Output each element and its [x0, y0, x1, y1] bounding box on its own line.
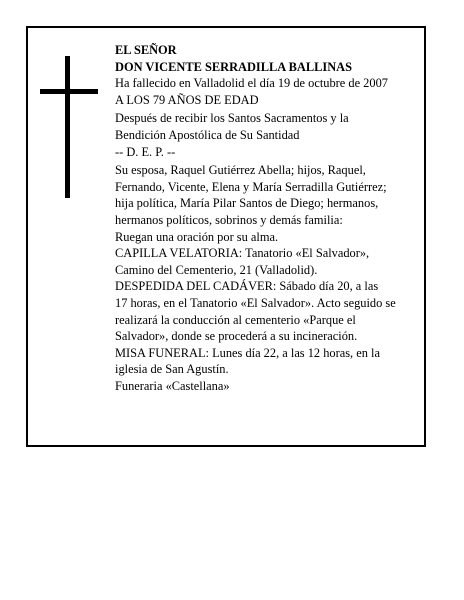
cross-vertical-bar: [65, 56, 70, 198]
obituary-notice: [26, 26, 426, 447]
chapel-line-2: Camino del Cementerio, 21 (Valladolid).: [115, 262, 318, 277]
sacraments-line-1: Después de recibir los Santos Sacramentos y la: [115, 111, 349, 126]
funeral-home-line: Funeraria «Castellana»: [115, 378, 230, 393]
family-line-4: hermanos políticos, sobrinos y demás familia:: [115, 212, 343, 227]
mass-line-1: MISA FUNERAL: Lunes día 22, a las 12 horas, en la: [115, 345, 380, 360]
family-line-1: Su esposa, Raquel Gutiérrez Abella; hijos, Raquel,: [115, 163, 366, 178]
farewell-line-1: DESPEDIDA DEL CADÁVER: Sábado día 20, a las: [115, 279, 379, 294]
farewell-line-4: Salvador», donde se procederá a su incineración.: [115, 329, 358, 344]
mass-line-2: iglesia de San Agustín.: [115, 362, 229, 377]
deceased-name: DON VICENTE SERRADILLA BALLINAS: [115, 59, 352, 74]
rip-line: -- D. E. P. --: [115, 144, 176, 159]
family-line-3: hija política, María Pilar Santos de Diego; hermanos,: [115, 196, 379, 211]
obituary-text: [115, 42, 433, 394]
farewell-line-3: realizará la conducción al cementerio «Parque el: [115, 312, 356, 327]
sacraments-line-2: Bendición Apostólica de Su Santidad: [115, 127, 300, 142]
death-date-line: Ha fallecido en Valladolid el día 19 de octubre de 2007: [115, 76, 388, 91]
prayer-line: Ruegan una oración por su alma.: [115, 229, 279, 244]
chapel-line-1: CAPILLA VELATORIA: Tanatorio «El Salvador»,: [115, 246, 370, 261]
age-line: A LOS 79 AÑOS DE EDAD: [115, 92, 259, 107]
cross-icon: [40, 56, 98, 198]
cross-horizontal-bar: [40, 89, 98, 94]
family-line-2: Fernando, Vicente, Elena y María Serradilla Gutiérrez;: [115, 179, 387, 194]
farewell-line-2: 17 horas, en el Tanatorio «El Salvador». Acto seguido se: [115, 295, 396, 310]
obituary-title: EL SEÑOR: [115, 43, 177, 57]
